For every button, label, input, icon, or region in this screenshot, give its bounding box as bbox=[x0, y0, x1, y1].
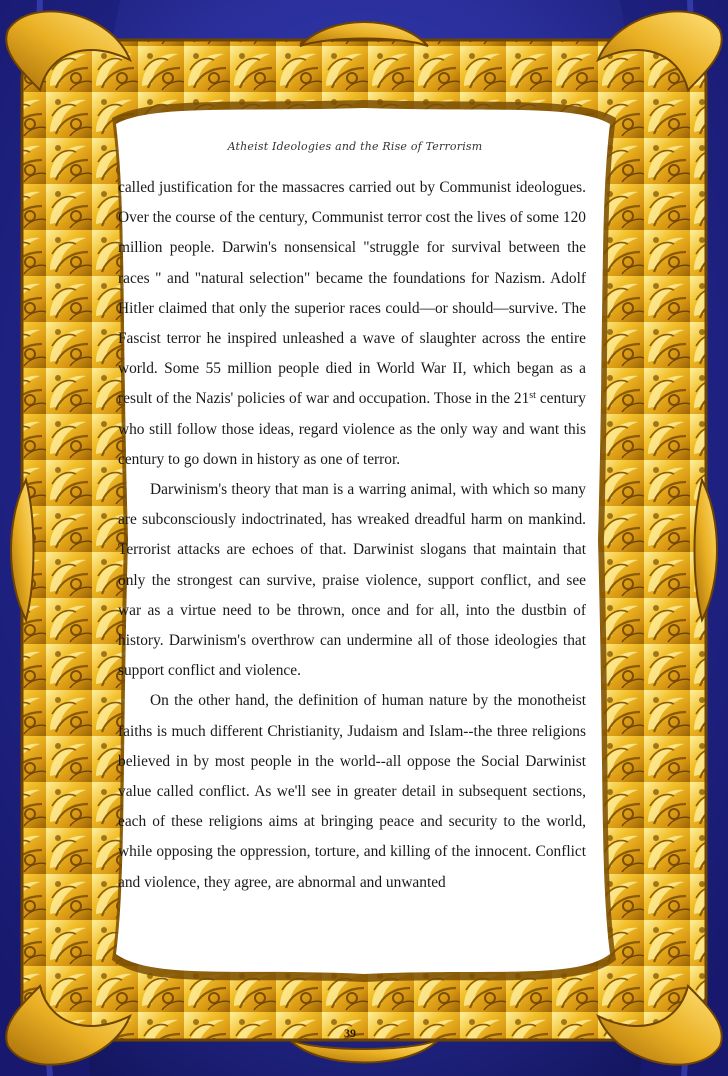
paragraph-1-text: called justification for the massacres carried out by Communist ideologues. Over the course of the century, Communist terror cost the lives of some 120 million people. Darwin's nonsensical "struggle for survival between the races " and "natural selection" became the foundations for Nazism. Adolf Hitler claimed that only the superior races could—or should—survive. The Fascist terror he inspired unleashed a wave of slaughter across the entire world. Some 55 million people died in World War II, which began as a result of the Nazis' policies of war and occupation. Those in the 21 bbox=[118, 179, 586, 408]
paragraph-1 bbox=[118, 173, 586, 475]
paragraph-1-text-continued: century who still follow those ideas, regard violence as the only way and want this century to go down in history as one of terror. bbox=[118, 390, 587, 468]
running-header: Atheist Ideologies and the Rise of Terrorism bbox=[227, 140, 483, 153]
ordinal-superscript: st bbox=[529, 390, 536, 402]
body-text bbox=[118, 173, 586, 898]
paragraph-2: Darwinism's theory that man is a warring animal, with which so many are subconsciously indoctrinated, has wreaked dreadful harm on mankind. Terrorist attacks are echoes of that. Darwinist slogans that maintain that only the strongest can survive, praise violence, support conflict, and see war as a virtue need to be thrown, once and for all, into the dustbin of history. Darwinism's overthrow can undermine all of those ideologies that support conflict and violence. bbox=[118, 481, 586, 680]
page-number: 39 bbox=[344, 1026, 356, 1040]
paragraph-3: On the other hand, the definition of human nature by the monotheist faiths is much different Christianity, Judaism and Islam--the three religions believed in by most people in the world--all oppose the Social Darwinist value called conflict. As we'll see in greater detail in subsequent sections, each of these religions aims at bringing peace and security to the world, while opposing the oppression, torture, and killing of the innocent. Conflict and violence, they agree, are abnormal and unwanted bbox=[118, 692, 586, 891]
